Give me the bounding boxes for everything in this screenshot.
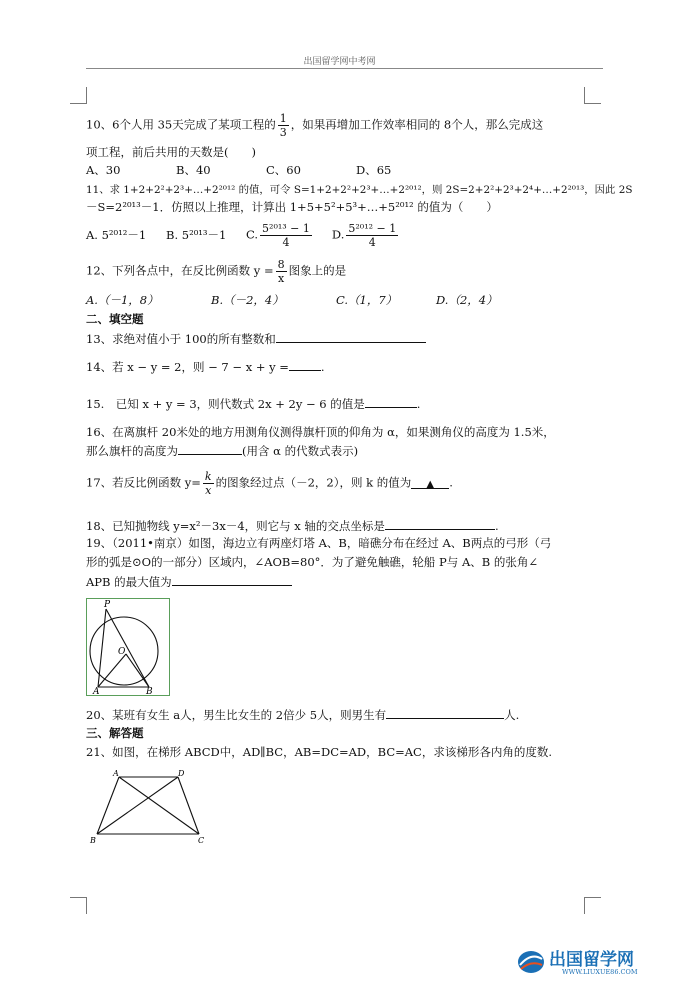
q17-frac-den: x — [205, 484, 212, 497]
question-13 — [86, 331, 426, 347]
q11-c-den: 4 — [282, 236, 290, 249]
question-10-line-2: 项工程，前后共用的天数是( ) — [86, 145, 256, 159]
q15-answer-blank[interactable] — [365, 396, 417, 408]
question-21: 21、如图，在梯形 ABCD中，AD∥BC，AB=DC=AD，BC=AC，求该梯形各内角的度数. — [86, 745, 553, 759]
q18-text: 18、已知抛物线 y=x²－3x－4，则它与 x 轴的交点坐标是 — [86, 519, 385, 533]
q16-answer-blank[interactable] — [178, 443, 242, 455]
q17-text-b: 的图象经过点（－2，2），则 k 的值为 — [215, 475, 412, 490]
q10-fraction — [278, 112, 289, 139]
section-3-title: 三、解答题 — [86, 726, 144, 740]
q19-circle-figure — [86, 598, 170, 696]
q13-answer-blank[interactable] — [276, 331, 426, 343]
question-12-options — [86, 293, 498, 308]
q11-option-c-label: C. — [246, 227, 259, 242]
q11-option-a: A. 5²⁰¹²－1 — [86, 227, 147, 242]
q12-text-b: 图象上的是 — [288, 263, 347, 278]
q19-line-pa — [98, 609, 106, 687]
q16-text-a: 那么旗杆的高度为 — [86, 444, 178, 458]
site-logo — [515, 946, 665, 976]
q10-text-a: 10、6个人用 35天完成了某项工程的 — [86, 117, 276, 132]
q19-label-p: P — [104, 600, 111, 610]
q17-fraction — [203, 470, 214, 497]
q12-option-a: A.（－1，8） — [86, 293, 159, 307]
q10-option-a: A、30 — [86, 163, 121, 177]
q14-answer-blank[interactable] — [289, 359, 321, 371]
corner-mark-top-left — [70, 87, 87, 104]
question-11-line-1: 11、求 1+2+2²+2³+…+2²⁰¹² 的值，可令 S=1+2+2²+2³+…+2²⁰¹²，则 2S=2+2²+2³+2⁴+…+2²⁰¹³，因此 2S — [86, 184, 633, 196]
question-12-line — [86, 258, 346, 285]
q10-option-d: D、65 — [356, 163, 392, 177]
q12-option-b: B.（－2，4） — [211, 293, 284, 307]
q15-text: 15. 已知 x + y = 3，则代数式 2x + 2y − 6 的值是 — [86, 397, 365, 411]
q12-option-c: C.（1，7） — [336, 293, 398, 307]
q14-end: . — [320, 360, 325, 374]
q11-option-d-fraction — [346, 222, 398, 249]
q21-label-c: C — [198, 836, 205, 845]
question-11-options — [86, 222, 400, 249]
q14-text: 14、若 x − y = 2，则 − 7 − x + y = — [86, 360, 289, 374]
q18-end: . — [494, 519, 499, 533]
q15-end: . — [416, 397, 421, 411]
q19-label-b: B — [146, 687, 153, 696]
q19-answer-blank[interactable] — [172, 574, 292, 586]
q11-option-d-label: D. — [331, 227, 345, 242]
q20-text: 20、某班有女生 a人，男生比女生的 2倍少 5人，则男生有 — [86, 708, 387, 722]
corner-mark-bottom-left — [70, 897, 87, 914]
question-10-options — [86, 163, 391, 178]
q19-line-pb — [106, 609, 149, 687]
q21-diagonal-ac — [119, 777, 199, 834]
question-11-line-2: －S=2²⁰¹³－1．仿照以上推理，计算出 1+5+5²+5³+…+5²⁰¹² 的值为（ ） — [86, 200, 498, 214]
q12-frac-den: x — [277, 272, 285, 285]
question-20 — [86, 707, 519, 723]
logo-text: 出国留学网 — [549, 950, 634, 970]
corner-mark-bottom-right — [584, 897, 601, 914]
q21-edge-ab — [97, 777, 119, 834]
q12-option-d: D.（2，4） — [436, 293, 498, 307]
question-16-line-1: 16、在离旗杆 20米处的地方用测角仪测得旗杆顶的仰角为 α，如果测角仪的高度为 1.5米， — [86, 425, 555, 439]
corner-mark-top-right — [584, 87, 601, 104]
q11-option-c-fraction — [260, 222, 312, 249]
question-14 — [86, 359, 325, 375]
q17-answer-blank[interactable]: ▲ — [411, 477, 449, 489]
question-18 — [86, 518, 499, 534]
q13-text: 13、求绝对值小于 100的所有整数和 — [86, 332, 276, 346]
q10-text-b: ，如果再增加工作效率相同的 8个人，那么完成这 — [290, 117, 544, 132]
question-15 — [86, 396, 420, 412]
q10-option-c: C、60 — [266, 163, 301, 177]
q11-c-num: 5²⁰¹³ − 1 — [262, 222, 310, 235]
q19-label-o: O — [118, 647, 126, 657]
question-19-line-2: 形的弧是⊙O的一部分）区域内，∠AOB=80°．为了避免触礁，轮船 P与 A、B 的张角∠ — [86, 555, 538, 569]
question-19-line-1: 19、（2011•南京）如图，海边立有两座灯塔 A、B，暗礁分布在经过 A、B两点的弓形（弓 — [86, 536, 552, 550]
logo-url: WWW.LIUXUE86.COM — [562, 968, 638, 976]
q21-label-a: A — [113, 769, 119, 778]
q19-label-a: A — [93, 687, 100, 696]
question-10-line-1 — [86, 112, 543, 139]
q17-frac-num: k — [204, 470, 212, 483]
q12-text-a: 12、下列各点中，在反比例函数 y = — [86, 263, 274, 278]
q17-text-a: 17、若反比例函数 y= — [86, 475, 201, 490]
logo-graphic — [515, 946, 665, 976]
q20-answer-blank[interactable] — [386, 707, 504, 719]
q19-line-ao — [98, 654, 126, 687]
q19-text: APB 的最大值为 — [86, 575, 172, 589]
q21-diagonal-bd — [97, 777, 178, 834]
q11-d-num: 5²⁰¹² − 1 — [348, 222, 397, 235]
q21-label-b: B — [90, 836, 96, 845]
q11-d-den: 4 — [368, 236, 376, 249]
q16-text-b: (用含 α 的代数式表示) — [242, 444, 359, 458]
q10-frac-num: 1 — [279, 112, 287, 125]
q18-answer-blank[interactable] — [385, 518, 495, 530]
q12-frac-num: 8 — [277, 258, 285, 271]
q11-option-b: B. 5²⁰¹³－1 — [166, 227, 227, 242]
q21-edge-dc — [178, 777, 199, 834]
q17-end: . — [449, 475, 453, 490]
header-rule — [86, 68, 603, 69]
q12-fraction — [276, 258, 287, 285]
q10-option-b: B、40 — [176, 163, 211, 177]
q21-label-d: D — [178, 769, 185, 778]
q10-frac-den: 3 — [279, 126, 287, 139]
q21-trapezoid-figure — [86, 768, 216, 848]
question-19-line-3 — [86, 574, 292, 590]
question-16-line-2 — [86, 443, 358, 459]
page-header-site: 出国留学网中考网 — [303, 57, 376, 67]
q20-end: 人. — [504, 708, 520, 722]
question-17 — [86, 470, 453, 497]
section-2-title: 二、填空题 — [86, 312, 144, 326]
